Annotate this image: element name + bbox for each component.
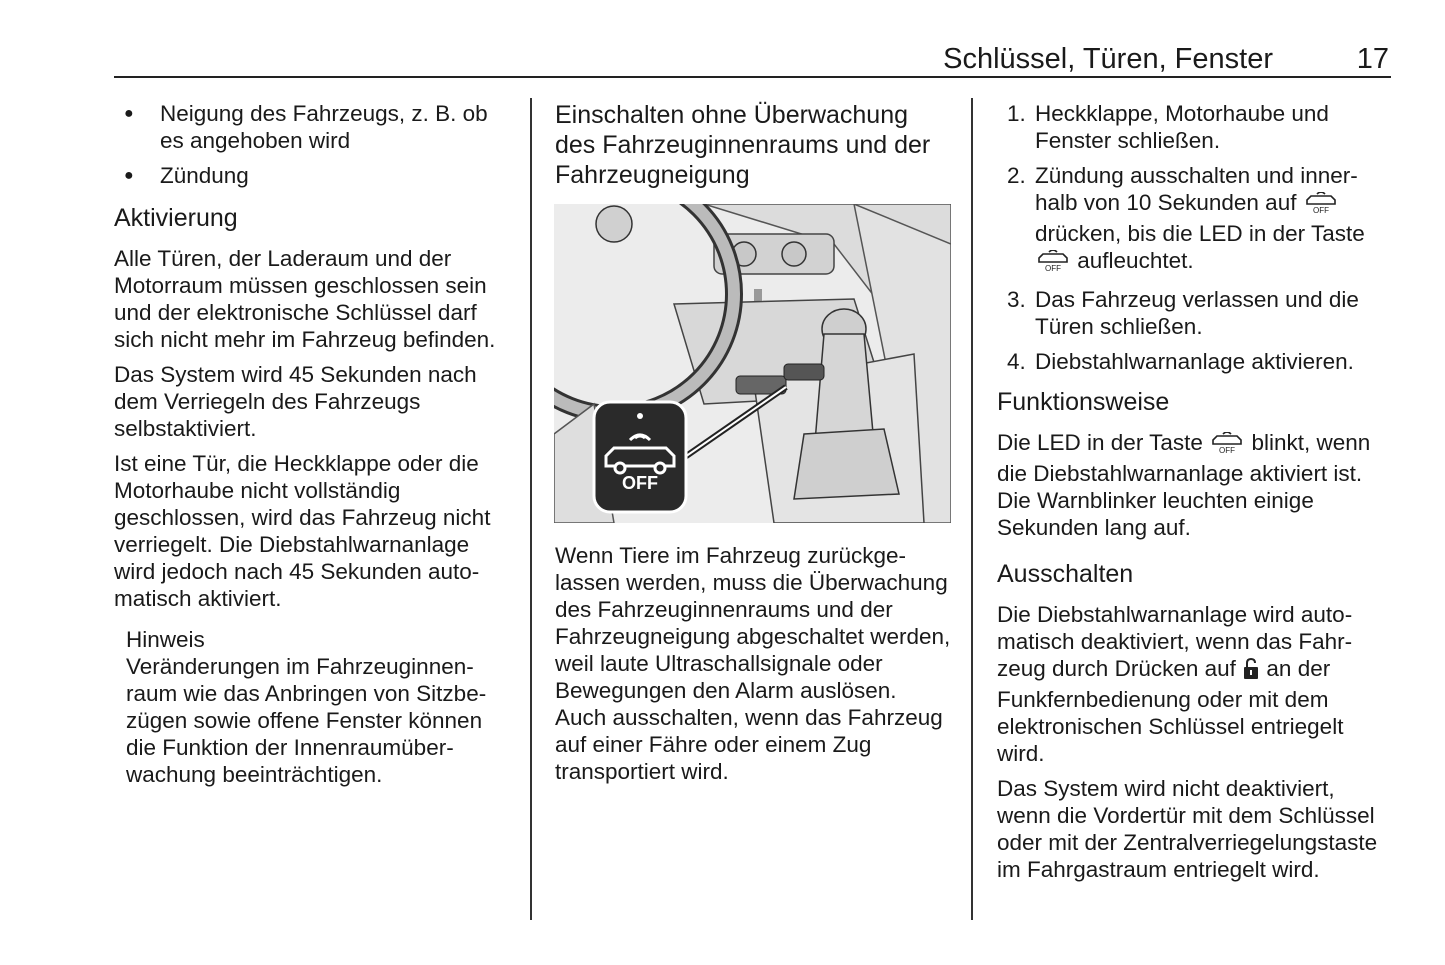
step-text: Diebstahlwarnanlage aktivieren. bbox=[1035, 349, 1354, 374]
page-number: 17 bbox=[1356, 43, 1389, 75]
alarm-off-icon bbox=[1209, 432, 1245, 460]
svg-text:OFF: OFF bbox=[1312, 206, 1329, 214]
step-number: 3. bbox=[1007, 287, 1026, 312]
list-item bbox=[997, 348, 1391, 375]
column-divider bbox=[530, 98, 532, 920]
step-text: Heckklappe, Motorhaube und Fenster schließen. bbox=[1035, 101, 1329, 153]
note-title: Hinweis bbox=[126, 627, 205, 652]
numbered-steps bbox=[997, 100, 1391, 375]
step-number: 2. bbox=[1007, 163, 1026, 188]
paragraph: Alle Türen, der Laderaum und der Motorraum müssen geschlossen sein und der elektronische Schlüssel darf sich nicht mehr im Fahrzeug befinden. bbox=[114, 246, 496, 352]
column-1 bbox=[114, 100, 512, 788]
paragraph: Die Diebstahlwarnanlage wird automatisch deaktiviert, wenn das Fahrzeug durch Drücken auf an der Funkfernbedienung oder mit dem elektronischen Schlüssel entriegelt wird. bbox=[997, 602, 1353, 766]
unlock-icon bbox=[1242, 658, 1260, 686]
heading-off: Ausschalten bbox=[997, 560, 1134, 588]
paragraph: Ist eine Tür, die Heckklappe oder die Motorhaube nicht vollständig geschlossen, wird das Fahrzeug nicht verriegelt. Die Diebstahlwarnanlage wird jedoch nach 45 Sekunden automatisch aktiviert. bbox=[114, 451, 491, 611]
heading-disable-monitoring: Einschalten ohne Überwachung des Fahrzeuginnenraums und der Fahrzeugneigung bbox=[555, 101, 931, 189]
column-2-text bbox=[555, 542, 951, 793]
alarm-off-icon bbox=[1303, 192, 1339, 220]
page-header bbox=[114, 40, 1391, 78]
alarm-off-icon bbox=[1035, 250, 1071, 278]
center-console-figure bbox=[554, 204, 951, 523]
note-box bbox=[114, 626, 512, 788]
list-item bbox=[997, 100, 1391, 154]
step-text: drücken, bis die LED in der Taste bbox=[1035, 221, 1365, 246]
paragraph: Die LED in der Taste OFF blinkt, wenn die Diebstahlwarnanlage aktiviert ist. Die Warnblinker leuchten einige Sekunden lang auf. bbox=[997, 430, 1371, 540]
section-title: Schlüssel, Türen, Fenster bbox=[943, 43, 1273, 75]
svg-text:OFF: OFF bbox=[1045, 264, 1061, 272]
list-item bbox=[997, 162, 1391, 278]
list-item: ● Neigung des Fahrzeugs, z. B. ob es angehoben wird bbox=[114, 100, 512, 154]
step-number: 4. bbox=[1007, 349, 1026, 374]
list-item: ● Zündung bbox=[114, 162, 512, 189]
paragraph: Das System wird 45 Sekunden nach dem Verriegeln des Fahrzeugs selbstaktiviert. bbox=[114, 362, 477, 441]
paragraph: Das System wird nicht deaktiviert, wenn die Vordertür mit dem Schlüssel oder mit der Zentralverriegelungstaste im Fahrgastraum entriegelt wird. bbox=[997, 776, 1378, 882]
step-text: Das Fahrzeug verlassen und die Türen schließen. bbox=[1035, 287, 1359, 339]
note-text: Veränderungen im Fahrzeuginnenraum wie das Anbringen von Sitzbezügen sowie offene Fenster können die Funktion der Innenraumüberwachung beeinträchtigen. bbox=[126, 654, 487, 787]
step-text: Zündung ausschalten und innerhalb von 10 Sekunden auf bbox=[1035, 163, 1358, 215]
heading-activation: Aktivierung bbox=[114, 204, 238, 232]
heading-function: Funktionsweise bbox=[997, 388, 1170, 416]
svg-text:OFF: OFF bbox=[1219, 446, 1236, 454]
column-2 bbox=[555, 100, 951, 190]
paragraph: Wenn Tiere im Fahrzeug zurückgelassen werden, muss die Überwachung des Fahrzeuginnenraums und der Fahrzeugneigung abgeschaltet werden, weil laute Ultraschallsignale oder Bewegungen den Alarm auslösen. Auch ausschalten, wenn das Fahrzeug auf einer Fähre oder einem Zug transportiert wird. bbox=[555, 543, 951, 784]
column-3 bbox=[997, 100, 1391, 891]
step-text: aufleuchtet. bbox=[1077, 248, 1194, 273]
figure-off-label: OFF bbox=[622, 473, 658, 493]
step-number: 1. bbox=[1007, 101, 1026, 126]
list-item bbox=[997, 286, 1391, 340]
column-divider bbox=[971, 98, 973, 920]
bullet-list bbox=[114, 100, 512, 189]
console-illustration bbox=[554, 204, 951, 523]
